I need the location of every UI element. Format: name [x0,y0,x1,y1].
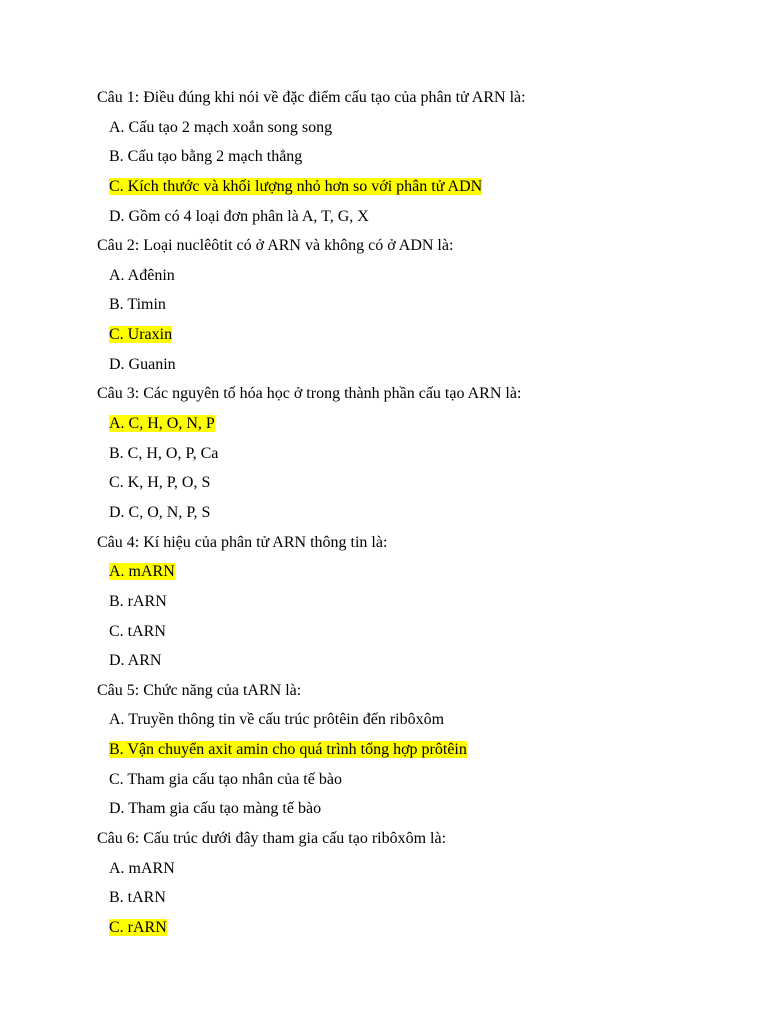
question-5 [97,676,737,706]
question-6-option-b [97,883,737,913]
question-text: Câu 1: Điều đúng khi nói về đặc điểm cấu tạo của phân tử ARN là: [97,89,526,106]
question-4-option-b [97,587,737,617]
option-text: A. Ađênin [109,266,175,284]
question-3-option-d [97,498,737,528]
question-3-option-b [97,439,737,469]
highlighted-answer-text: B. Vận chuyển axit amin cho quá trình tổng hợp prôtêin [109,741,467,759]
option-text: B. C, H, O, P, Ca [109,444,219,462]
highlighted-answer-text: A. C, H, O, N, P [109,415,215,433]
question-4 [97,528,737,558]
question-3 [97,379,737,409]
question-text: Câu 4: Kí hiệu của phân tử ARN thông tin là: [97,533,388,551]
option-text: C. Tham gia cấu tạo nhân của tế bào [109,770,342,788]
option-text: A. Cấu tạo 2 mạch xoắn song song [109,118,333,136]
question-text: Câu 2: Loại nuclêôtit có ở ARN và không có ở ADN là: [97,237,454,255]
question-5-option-c [97,765,737,795]
question-4-option-d [97,646,737,676]
option-text: B. Timin [109,296,166,314]
option-text: B. rARN [109,592,167,610]
question-4-option-a [97,557,737,587]
question-3-option-c [97,468,737,498]
question-1-option-d [97,202,737,232]
question-2-option-b [97,290,737,320]
question-1-option-b [97,142,737,172]
highlighted-answer-text: C. rARN [109,918,167,936]
option-text: A. mARN [109,859,175,877]
highlighted-answer-text: A. mARN [109,563,175,581]
question-5-option-b [97,735,737,765]
question-6 [97,824,737,854]
question-text: Câu 3: Các nguyên tố hóa học ở trong thành phần cấu tạo ARN là: [97,385,522,403]
question-6-option-c [97,913,737,943]
option-text: D. C, O, N, P, S [109,503,211,521]
question-3-option-a [97,409,737,439]
question-1 [97,83,737,113]
question-1-option-c [97,172,737,202]
highlighted-answer-text: C. Kích thước và khối lượng nhỏ hơn so với phân tử ADN [109,177,483,195]
question-text: Câu 5: Chức năng của tARN là: [97,681,302,699]
option-text: C. K, H, P, O, S [109,474,211,492]
option-text: D. Gồm có 4 loại đơn phân là A, T, G, X [109,207,369,225]
quiz-content [97,83,737,943]
option-text: D. ARN [109,652,162,670]
question-4-option-c [97,617,737,647]
question-5-option-d [97,794,737,824]
option-text: C. tARN [109,622,166,640]
option-text: B. Cấu tạo bằng 2 mạch thẳng [109,148,303,166]
option-text: A. Truyền thông tin về cấu trúc prôtêin đến ribôxôm [109,711,445,729]
option-text: D. Guanin [109,355,176,373]
question-2-option-a [97,261,737,291]
question-2-option-d [97,350,737,380]
question-text: Câu 6: Cấu trúc dưới đây tham gia cấu tạo ribôxôm là: [97,830,447,848]
question-5-option-a [97,705,737,735]
question-2 [97,231,737,261]
highlighted-answer-text: C. Uraxin [109,326,173,344]
option-text: D. Tham gia cấu tạo màng tế bào [109,800,322,818]
question-2-option-c [97,320,737,350]
option-text: B. tARN [109,889,166,907]
question-6-option-a [97,854,737,884]
question-1-option-a [97,113,737,143]
